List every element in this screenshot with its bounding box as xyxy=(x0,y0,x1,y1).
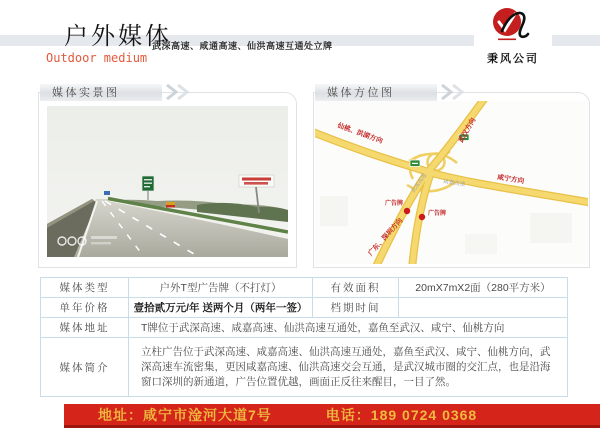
map-block xyxy=(320,196,348,226)
location-map xyxy=(315,101,588,264)
cell-area-label: 有效面积 xyxy=(313,278,399,298)
footer-phone: 电话：189 0724 0368 xyxy=(325,406,478,423)
chevron-right-icon xyxy=(165,84,191,100)
cell-area-value: 20mX7mX2面（280平方米） xyxy=(399,278,568,298)
chevron-right-icon xyxy=(440,84,466,100)
map-panel-title: 媒体方位图 xyxy=(327,87,395,99)
cell-schedule-value xyxy=(399,298,568,318)
cell-intro-value: 立柱广告位于武深高速、咸嘉高速、仙洪高速互通处，嘉鱼至武汉、咸宁、仙桃方向，武深高速车流密集，更因咸嘉高速、仙洪高速交会互通，是武汉城市圈的交汇点，也是沿海窗口深圳的新通道，广告位置优越，画面正反往来醒目，一目了然。 xyxy=(129,338,568,397)
company-name: 秉风公司 xyxy=(487,53,539,65)
page-title-english: Outdoor medium xyxy=(46,51,148,65)
direction-label-xianning: 咸宁方向 xyxy=(496,174,525,186)
direction-label-wuhan: 武汉方向 xyxy=(457,116,478,144)
billboard-marker-dot xyxy=(404,208,410,214)
distant-blue-sign xyxy=(104,191,110,195)
cell-schedule-label: 档期时间 xyxy=(313,298,399,318)
media-info-table xyxy=(40,277,568,397)
cell-address-value: T牌位于武深高速、咸嘉高速、仙洪高速互通处，嘉鱼至武汉、咸宁、仙桃方向 xyxy=(129,318,568,338)
billboard-marker-dot xyxy=(419,214,425,220)
table-row xyxy=(41,318,568,338)
cell-price-value: 壹拾贰万元/年 送两个月（两年一签） xyxy=(129,298,313,318)
cell-intro-label: 媒体简介 xyxy=(41,338,129,397)
cell-address-label: 媒体地址 xyxy=(41,318,129,338)
page-subtitle: 武深高速、咸通高速、仙洪高速互通处立牌 xyxy=(152,41,333,51)
table-row xyxy=(41,298,568,318)
road-name-label: 咸嘉高速 xyxy=(442,179,466,189)
highway-photo xyxy=(47,106,288,257)
table-row xyxy=(41,278,568,298)
photo-panel xyxy=(38,92,297,268)
cell-price-label: 单年价格 xyxy=(41,298,129,318)
map-panel xyxy=(313,92,590,268)
map-block xyxy=(530,213,572,243)
cell-media-type-label: 媒体类型 xyxy=(41,278,129,298)
footer-contact-bar xyxy=(64,404,600,428)
company-logo xyxy=(474,4,552,65)
map-block xyxy=(465,234,497,254)
roadside-marker-base xyxy=(166,205,175,208)
photo-panel-title: 媒体实景图 xyxy=(52,87,120,99)
road-name-label: 武深高速 xyxy=(410,172,429,195)
page-title: 户外媒体 xyxy=(64,24,172,50)
cell-media-type-value: 户外T型广告牌（不打灯） xyxy=(129,278,313,298)
billboard-marker-label: 广告牌 xyxy=(428,211,447,217)
billboard-marker-label: 广告牌 xyxy=(385,201,404,207)
direction-label-northwest: 仙桃、洪湖方向 xyxy=(336,122,384,146)
photo-panel-header xyxy=(40,83,191,101)
company-logo-icon xyxy=(474,4,552,44)
map-panel-header xyxy=(315,83,466,101)
footer-address: 地址：咸宁市淦河大道7号 xyxy=(98,406,272,423)
direction-label-shenzhen: 广东、深圳方向 xyxy=(367,217,405,258)
table-row xyxy=(41,338,568,397)
